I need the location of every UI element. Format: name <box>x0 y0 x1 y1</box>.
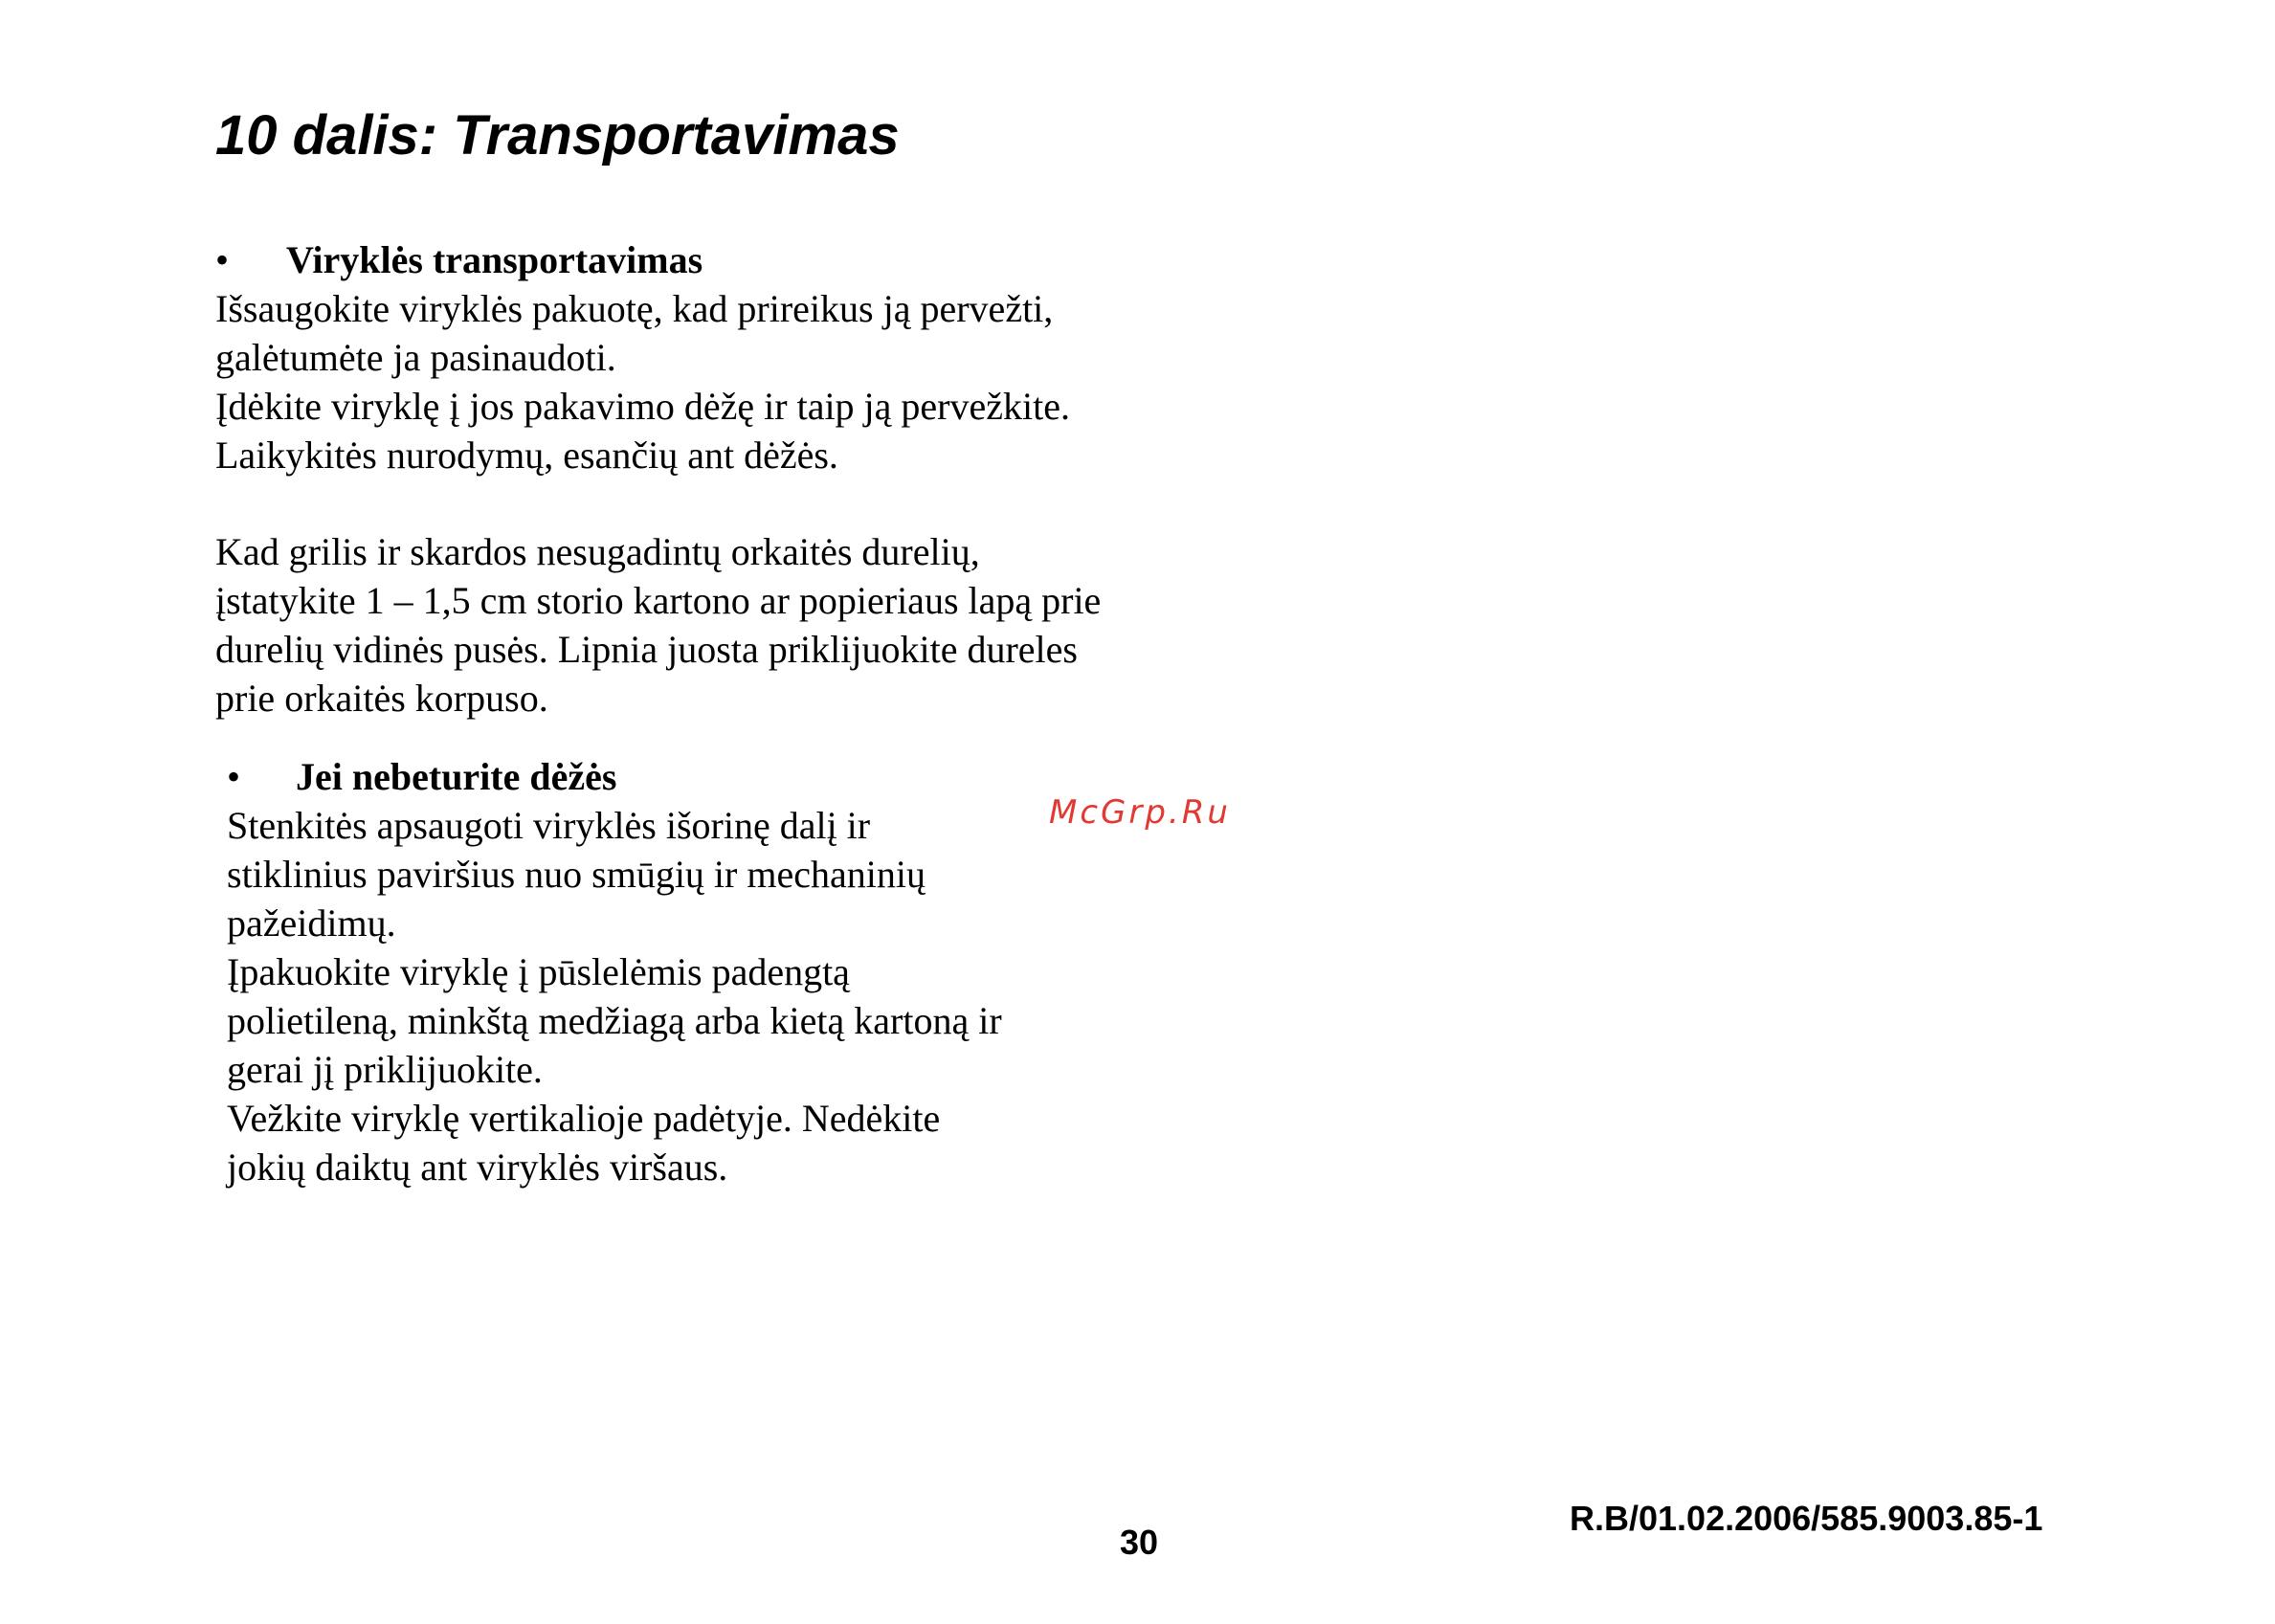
section-stove-transport <box>215 235 1070 479</box>
paragraph-line: Stenkitės apsaugoti viryklės išorinę dalį ir <box>227 804 871 847</box>
paragraph-oven-door-protection <box>215 527 1101 723</box>
paragraph-line: stiklinius paviršius nuo smūgių ir mechaninių <box>227 853 926 896</box>
section-heading <box>227 752 1002 801</box>
paragraph-line: Išsaugokite viryklės pakuotę, kad prireikus ją pervežti, <box>215 287 1054 330</box>
bullet-icon: • <box>227 755 241 798</box>
bullet-icon: • <box>215 238 230 281</box>
page-number: 30 <box>1120 1523 1159 1562</box>
section-no-box <box>227 752 1002 1191</box>
section-heading-text: Viryklės transportavimas <box>286 238 703 281</box>
page-title: 10 dalis: Transportavimas <box>215 104 900 167</box>
paragraph-line: prie orkaitės korpuso. <box>215 677 548 720</box>
paragraph-line: durelių vidinės pusės. Lipnia juosta priklijuokite dureles <box>215 628 1078 671</box>
paragraph-line: Laikykitės nurodymų, esančių ant dėžės. <box>215 434 838 477</box>
document-code: R.B/01.02.2006/585.9003.85-1 <box>1570 1499 2043 1538</box>
paragraph-line: Įdėkite viryklę į jos pakavimo dėžę ir taip ją pervežkite. <box>215 385 1070 428</box>
section-heading-text: Jei nebeturite dėžės <box>296 755 617 798</box>
paragraph-line: pažeidimų. <box>227 901 396 945</box>
paragraph-line: gerai jį priklijuokite. <box>227 1048 543 1091</box>
paragraph-line: jokių daiktų ant viryklės viršaus. <box>227 1146 728 1189</box>
paragraph-line: galėtumėte ja pasinaudoti. <box>215 336 616 379</box>
paragraph-line: Vežkite viryklę vertikalioje padėtyje. Nedėkite <box>227 1097 941 1140</box>
watermark: McGrp.Ru <box>1049 793 1231 832</box>
paragraph-line: Kad grilis ir skardos nesugadintų orkaitės durelių, <box>215 530 980 573</box>
paragraph-line: polietileną, minkštą medžiagą arba kietą kartoną ir <box>227 999 1002 1042</box>
paragraph-line: įstatykite 1 – 1,5 cm storio kartono ar popieriaus lapą prie <box>215 579 1102 622</box>
section-heading <box>215 235 1070 284</box>
paragraph-line: Įpakuokite viryklę į pūslelėmis padengtą <box>227 950 850 993</box>
